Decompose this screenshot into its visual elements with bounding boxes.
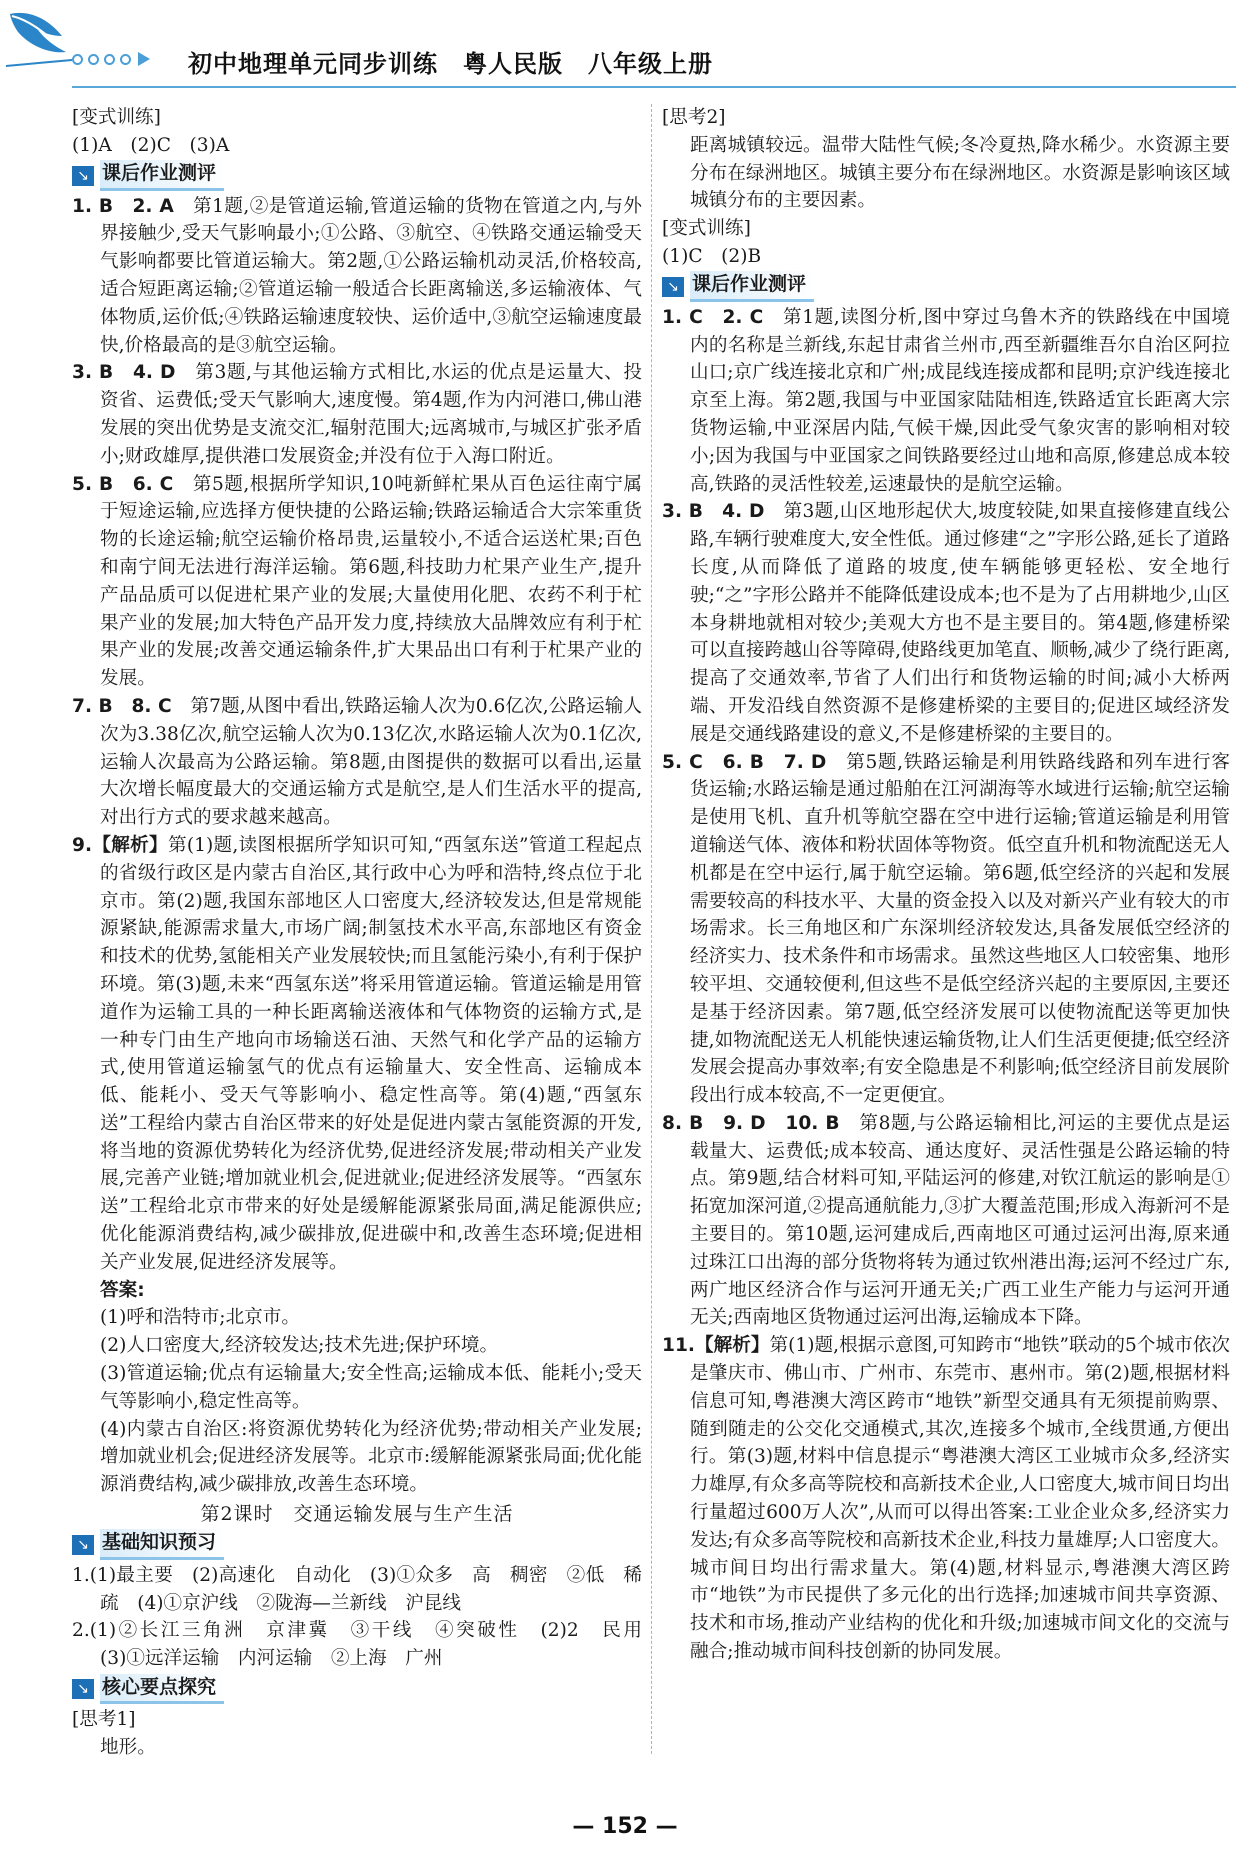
bianshi-label: [变式训练]	[72, 107, 161, 128]
page-number: — 152 —	[572, 1814, 678, 1839]
answer-q9-1: (1)呼和浩特市;北京市。	[100, 1307, 300, 1329]
column-divider	[651, 104, 652, 1754]
bianshi-answer: (1)A (2)C (3)A	[72, 134, 230, 156]
answer-q1-2: 1. C 2. C 第1题,读图分析,图中穿过乌鲁木齐的铁路线在中国境内的名称是兰新线,东起甘肃省兰州市,西至新疆维吾尔自治区阿拉山口;京广线连接北京和广州;成昆线连接成都和昆明;京沪线连接北京至上海。第2题,我国与中亚国家陆陆相连,铁路适宜长距离大宗货物运输,中亚深居内陆,气候干燥,因此受气象灾害的影响相对较小;因为我国与中亚国家之间铁路要经过山地和高原,修建总成本较高,铁路的灵活性较差,运速最快的是航空运输。	[662, 306, 1230, 495]
answer-q9-label: 答案:	[100, 1279, 145, 1301]
answer-q11: 11.【解析】第(1)题,根据示意图,可知跨市“地铁”联动的5个城市依次是肇庆市、佛山市、广州市、东莞市、惠州市。第(2)题,根据材料信息可知,粤港澳大湾区跨市“地铁”新型交通具有无须提前购票、随到随走的公交化交通模式,其次,连接多个城市,全线贯通,方便出行。第(3)题,材料中信息提示“粤港澳大湾区工业城市众多,经济实力雄厚,有众多高等院校和高新技术企业,人口密度大,城市间日均出行量超过600万人次”,从而可以得出答案:工业企业众多,经济实力发达;有众多高等院校和高新技术企业,科技力量雄厚;人口密度大。城市间日均出行需求量大。第(4)题,材料显示,粤港澳大湾区跨市“地铁”为市民提供了多元化的出行选择;加速城市间共享资源、技术和市场,推动产业结构的优化和升级;加速城市间文化的交流与融合;推动城市间科技创新的协同发展。	[662, 1335, 1230, 1663]
sikao2-label: [思考2]	[662, 107, 726, 128]
answer-q5-7: 5. C 6. B 7. D 第5题,铁路运输是利用铁路线路和列车进行客货运输;水路运输是通过船舶在江河湖海等水域进行运输;航空运输是使用飞机、直升机等航空器在空中进行运输;管道运输是利用管道输送气体、液体和粉状固体等物资。低空直升机和物流配送无人机都是在空中运行,属于航空运输。第6题,低空经济的兴起和发展需要较高的科技水平、大量的资金投入以及对新兴产业有较大的市场需求。长三角地区和广东深圳经济较发达,具备发展低空经济的经济实力、技术条件和市场需求。虽然这些地区人口较密集、地形较平坦、交通较便利,但这些不是低空经济兴起的主要原因,主要还是基于经济因素。第7题,低空经济发展可以使物流配送等更加快捷,如物流配送无人机能快速运输货物,让人们生活更便捷;低空经济发展会提高办事效率;有安全隐患是不利影响;低空经济目前发展阶段出行成本较高,不一定更便宜。	[662, 751, 1230, 1107]
section-label: 基础知识预习	[100, 1529, 224, 1560]
left-column	[72, 104, 661, 1762]
right-column	[662, 104, 1230, 1666]
answer-q1-2: 1. B 2. A 第1题,②是管道运输,管道运输的货物在管道之内,与外界接触少,受天气影响最小;①公路、③航空、④铁路交通运输受天气影响都要比管道运输大。第2题,①公路运输机动灵活,价格较高,适合短距离运输;②管道运输一般适合长距离输送,多运输液体、气体物质,运价低;④铁路运输速度较快、运价适中,③航空运输速度最快,价格最高的是③航空运输。	[72, 195, 643, 356]
answer-q8-10: 8. B 9. D 10. B 第8题,与公路运输相比,河运的主要优点是运载量大、运费低;成本较高、通达度好、灵活性强是公路运输的特点。第9题,结合材料可知,平陆运河的修建,对钦江航运的影响是①拓宽加深河道,②提高通航能力,③扩大覆盖范围;形成入海新河不是主要目的。第10题,运河建成后,西南地区可通过运河出海,原来通过珠江口出海的部分货物将转为通过钦州港出海;运河不经过广东,两广地区经济合作与运河开通无关;广西工业生产能力与运河开通无关;西南地区货物通过运河出海,运输成本下降。	[662, 1112, 1230, 1329]
answer-q9-2: (2)人口密度大,经济较发达;技术先进;保护环境。	[100, 1335, 499, 1357]
sikao2-text: 距离城镇较远。温带大陆性气候;冬冷夏热,降水稀少。水资源主要分布在绿洲地区。城镇主要分布在绿洲地区。水资源是影响该区域城镇分布的主要因素。	[690, 134, 1230, 212]
dot-icon	[104, 54, 115, 65]
header-dots	[72, 52, 150, 66]
jichu-item-1: 1.(1)最主要 (2)高速化 自动化 (3)①众多 高 稠密 ②低 稀疏 (4)①京沪线 ②陇海—兰新线 沪昆线	[72, 1564, 642, 1614]
answer-q9-3: (3)管道运输;优点有运输量大;安全性高;运输成本低、能耗小;受天气等影响小,稳定性高等。	[100, 1363, 642, 1412]
section-label: 课后作业测评	[690, 271, 814, 302]
answer-q9-4: (4)内蒙古自治区:将资源优势转化为经济优势;带动相关产业发展;增加就业机会;促进经济发展等。北京市:缓解能源紧张局面;优化能源消费结构,减少碳排放,改善生态环境。	[100, 1418, 642, 1496]
sikao1-label: [思考1]	[72, 1709, 136, 1731]
dot-icon	[72, 54, 83, 65]
jichu-item-2: 2.(1)②长江三角洲 京津冀 ③干线 ④突破性 (2)2 民用 (3)①远洋运输 内河运输 ②上海 广州	[72, 1620, 661, 1670]
section-hexin	[72, 1675, 642, 1703]
page-header	[0, 0, 1250, 84]
section-jichu	[72, 1531, 642, 1559]
sikao1-text: 地形。	[100, 1736, 156, 1758]
answer-q7-8: 7. B 8. C 第7题,从图中看出,铁路运输人次为0.6亿次,公路运输人次为3.38亿次,航空运输人次为0.13亿次,水路运输人次为0.1亿次,运输人次最高为公路运输。第8题,由图提供的数据可以看出,运量大次增长幅度最大的交通运输方式是航空,是人们生活水平的提高,对出行方式的要求越来越高。	[72, 695, 642, 829]
check-arrow-icon: ↘	[72, 1679, 94, 1699]
bianshi-label: [变式训练]	[662, 218, 751, 240]
section-kehou	[72, 162, 642, 190]
header-rule	[72, 86, 1236, 88]
answer-q9: 9.【解析】第(1)题,读图根据所学知识可知,“西氢东送”管道工程起点的省级行政区是内蒙古自治区,其行政中心为呼和浩特,终点位于北京市。第(2)题,我国东部地区人口密度大,经济较发达,但是常规能源紧缺,能源需求量大,市场广阔;制氢技术水平高,东部地区有资金和技术的优势,氢能相关产业发展较快;而且氢能污染小,有利于保护环境。第(3)题,未来“西氢东送”将采用管道运输。管道运输是用管道作为运输工具的一种长距离输送液体和气体物资的运输方式,是一种专门由生产地向市场输送石油、天然气和化学产品的运输方式,使用管道运输氢气的优点有运输量大、安全性高、运输成本低、能耗小、受天气等影响小、稳定性高等。第(4)题,“西氢东送”工程给内蒙古自治区带来的好处是促进内蒙古氢能资源的开发,将当地的资源优势转化为经济优势,促进经济发展;带动相关产业发展,完善产业链;增加就业机会,促进就业;促进经济发展等。“西氢东送”工程给北京市带来的好处是缓解能源紧张局面,满足能源供应;优化能源消费结构,减少碳排放,促进碳中和,改善生态环境;促进相关产业发展,促进经济发展等。	[72, 834, 642, 1273]
section-label: 核心要点探究	[100, 1674, 224, 1705]
dot-icon	[120, 54, 131, 65]
dot-icon	[88, 54, 99, 65]
check-arrow-icon: ↘	[662, 277, 684, 297]
lesson-title: 第2课时 交通运输发展与生产生活	[200, 1503, 514, 1526]
bianshi-answer: (1)C (2)B	[662, 245, 762, 267]
answer-q3-4: 3. B 4. D 第3题,与其他运输方式相比,水运的优点是运量大、投资省、运费低;受天气影响大,速度慢。第4题,作为内河港口,佛山港发展的突出优势是支流交汇,辐射范围大;远离城市,与城区扩张矛盾小;财政雄厚,提供港口发展资金;并没有位于入海口附近。	[72, 362, 643, 467]
section-kehou	[662, 273, 1230, 301]
arrow-icon	[138, 52, 150, 66]
check-arrow-icon: ↘	[72, 1535, 94, 1555]
header-title: 初中地理单元同步训练 粤人民版 八年级上册	[188, 50, 713, 78]
answer-q3-4: 3. B 4. D 第3题,山区地形起伏大,坡度较陡,如果直接修建直线公路,车辆行驶难度大,安全性低。通过修建“之”字形公路,延长了道路长度,从而降低了道路的坡度,使车辆能够更轻松、安全地行驶;“之”字形公路并不能降低建设成本;也不是为了占用耕地少,山区本身耕地就相对较少;美观大方也不是主要目的。第4题,修建桥梁可以直接跨越山谷等障碍,使路线更加笔直、顺畅,减少了绕行距离,提高了交通效率,节省了人们出行和货物运输的时间;减小大桥两端、开发沿线自然资源不是修建桥梁的主要目的;促进区域经济发展是交通线路建设的意义,不是修建桥梁的主要目的。	[662, 501, 1231, 745]
check-arrow-icon: ↘	[72, 166, 94, 186]
quill-icon	[6, 6, 74, 70]
answer-q5-6: 5. B 6. C 第5题,根据所学知识,10吨新鲜杧果从百色运往南宁属于短途运输,应选择方便快捷的公路运输;铁路运输适合大宗笨重货物的长途运输;航空运输价格昂贵,运量较小,不适合运送杧果;百色和南宁间无法进行海洋运输。第6题,科技助力杧果产业生产,提升产品品质可以促进杧果产业的发展;大量使用化肥、农药不利于杧果产业的发展;加大特色产品开发力度,持续放大品牌效应有利于杧果产业的发展;改善交通运输条件,扩大果品出口有利于杧果产业的发展。	[72, 473, 642, 690]
section-label: 课后作业测评	[100, 160, 224, 191]
